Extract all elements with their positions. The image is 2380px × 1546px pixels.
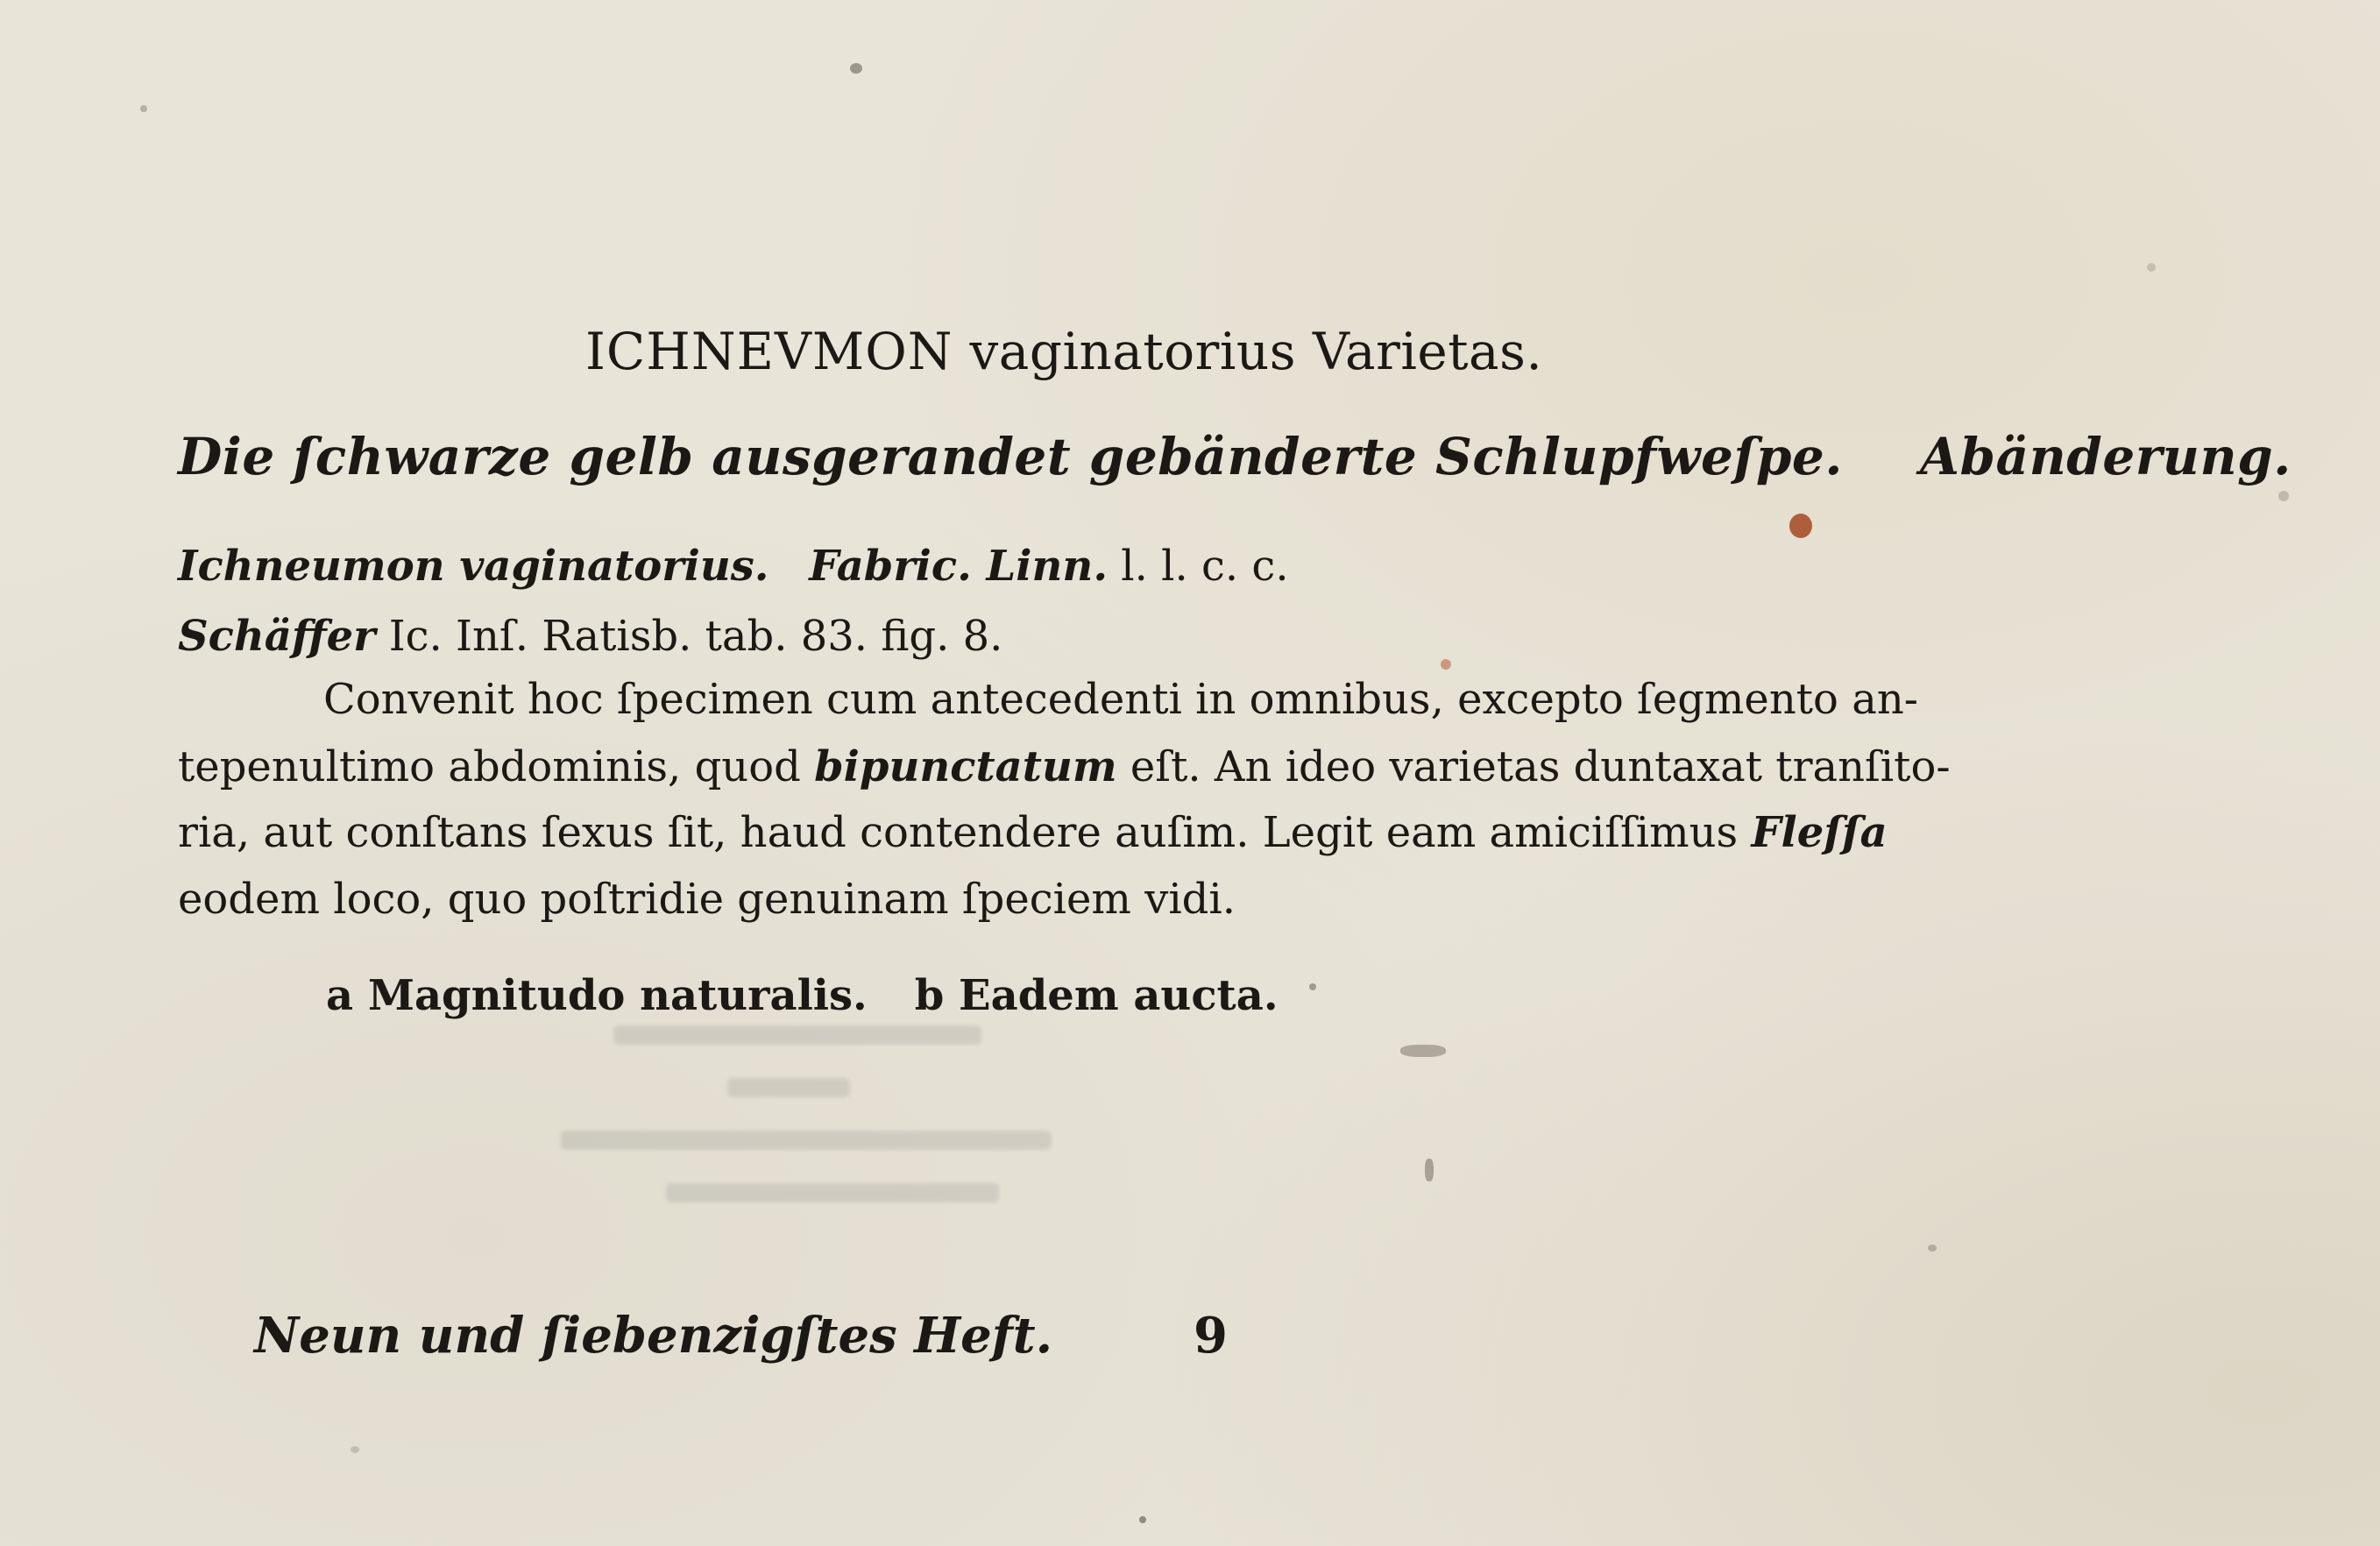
synonym-author: Schäffer (178, 612, 376, 661)
paper-speck (2278, 491, 2289, 501)
synonym-line-2 (178, 612, 1003, 661)
paper-speck (1139, 1516, 1146, 1523)
paper-speck (1441, 659, 1451, 670)
german-name (178, 427, 2291, 486)
paragraph-line-1: Convenit hoc ſpecimen cum antecedenti in omnibus, excepto ſegmento an- (323, 675, 1918, 724)
figure-caption (326, 971, 1279, 1020)
synonym-reference-italic: Fabric. Linn. (809, 542, 1109, 591)
paragraph-line-4: eodem loco, quo poſtridie genuinam ſpeciem vidi. (178, 875, 1236, 924)
paper-speck (1928, 1245, 1937, 1252)
synonym-reference: l. l. c. c. (1121, 542, 1289, 591)
paragraph-line-2: tepenultimo abdominis, quod bipunctatum eſt. An ideo varietas duntaxat tranſito- (178, 742, 1951, 791)
rust-spot (1789, 514, 1812, 538)
caption-a: a Magnitudo naturalis. (326, 971, 868, 1020)
paper-speck (1425, 1159, 1434, 1181)
german-name-variant: Abänderung. (1919, 427, 2291, 486)
caption-b: b Eadem aucta. (914, 971, 1279, 1020)
paper-speck (1400, 1045, 1446, 1057)
paragraph-line-3: ria, aut conſtans ſexus ſit, haud contendere auſim. Legit eam amiciſſimus Fleſſa (178, 808, 1888, 857)
signature-mark: 9 (1194, 1307, 1228, 1365)
paper-speck (2147, 263, 2156, 272)
paper-speck (850, 63, 862, 74)
bleed-through-text (517, 1017, 1130, 1280)
german-name-main: Die ſchwarze gelb ausgerandet gebänderte Schlupfweſpe. (178, 427, 1843, 486)
synonym-author: Ichneumon vaginatorius. (178, 542, 769, 591)
synonym-reference: Ic. Inſ. Ratisb. tab. 83. fig. 8. (388, 612, 1003, 661)
paper-speck (1309, 983, 1316, 990)
paper-speck (140, 105, 147, 112)
synonym-line-1 (178, 542, 1289, 591)
page-title: ICHNEVMON vaginatorius Varietas. (585, 322, 1543, 381)
paper-speck (351, 1446, 359, 1453)
footer-heft: Neun und ſiebenzigſtes Heft. (254, 1307, 1053, 1365)
